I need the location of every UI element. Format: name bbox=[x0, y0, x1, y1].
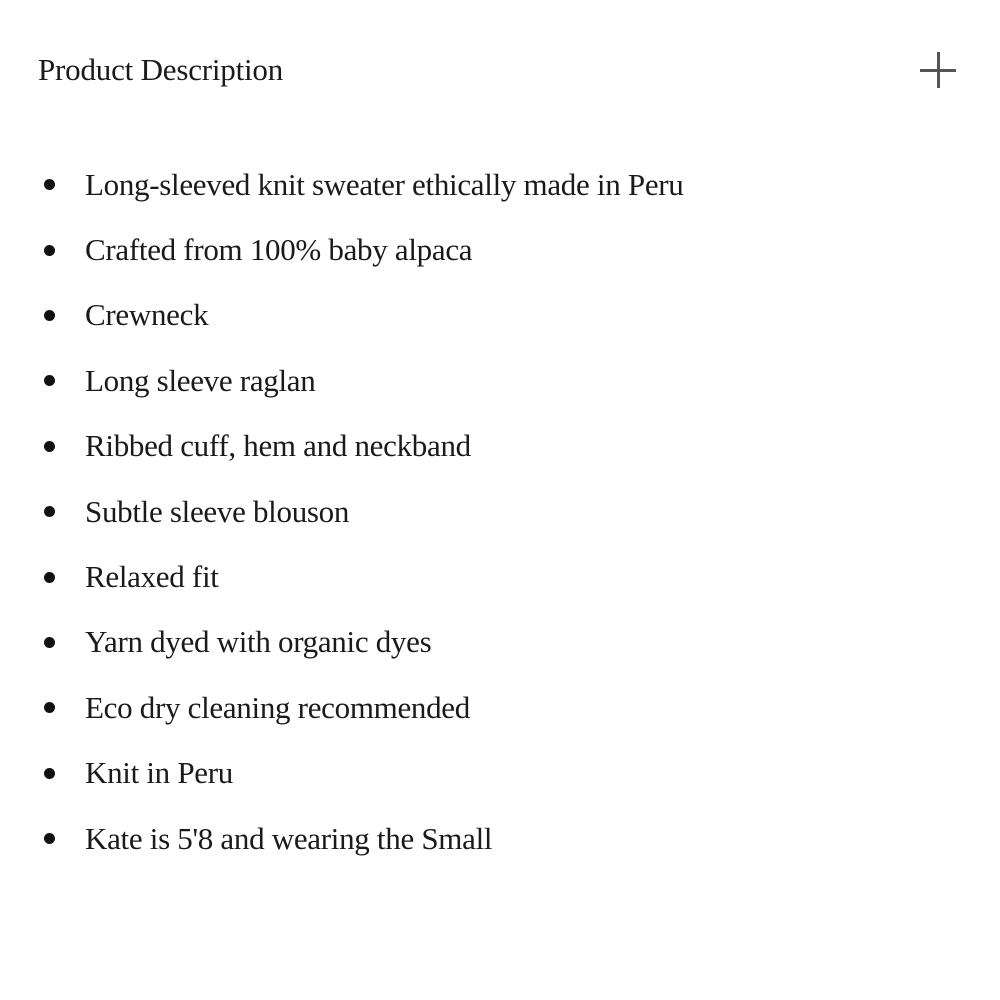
bullet-icon bbox=[44, 702, 55, 713]
list-item-text: Long-sleeved knit sweater ethically made in Peru bbox=[85, 166, 684, 202]
bullet-icon bbox=[44, 375, 55, 386]
bullet-icon bbox=[44, 833, 55, 844]
list-item-text: Yarn dyed with organic dyes bbox=[85, 624, 432, 660]
bullet-icon bbox=[44, 441, 55, 452]
bullet-icon bbox=[44, 179, 55, 190]
bullet-icon bbox=[44, 310, 55, 321]
plus-icon[interactable] bbox=[920, 52, 956, 88]
list-item-text: Ribbed cuff, hem and neckband bbox=[85, 428, 471, 464]
list-item-text: Knit in Peru bbox=[85, 755, 233, 791]
bullet-icon bbox=[44, 245, 55, 256]
list-item-text: Kate is 5'8 and wearing the Small bbox=[85, 820, 493, 856]
list-item-text: Eco dry cleaning recommended bbox=[85, 689, 470, 725]
list-item-text: Long sleeve raglan bbox=[85, 362, 316, 398]
bullet-icon bbox=[44, 637, 55, 648]
list-item-text: Crewneck bbox=[85, 297, 209, 333]
list-item-text: Relaxed fit bbox=[85, 559, 219, 595]
section-title: Product Description bbox=[38, 52, 284, 87]
list-item-text: Crafted from 100% baby alpaca bbox=[85, 232, 473, 268]
bullet-icon bbox=[44, 768, 55, 779]
bullet-icon bbox=[44, 506, 55, 517]
product-description-accordion-header[interactable] bbox=[38, 44, 958, 96]
bullet-icon bbox=[44, 572, 55, 583]
list-item-text: Subtle sleeve blouson bbox=[85, 493, 350, 529]
